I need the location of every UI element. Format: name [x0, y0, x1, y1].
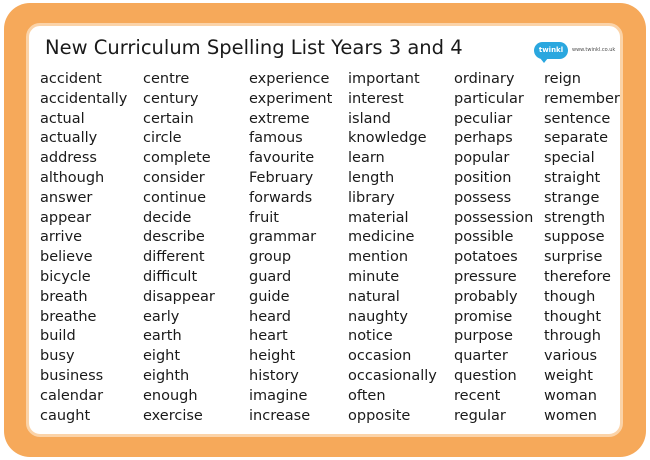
spelling-word: calendar — [40, 387, 104, 404]
twinkl-logo-url: www.twinkl.co.uk — [572, 47, 616, 53]
word-column-2 — [143, 70, 215, 426]
spelling-word: famous — [249, 130, 303, 147]
spelling-word: complete — [143, 150, 211, 167]
spelling-word: women — [544, 407, 597, 424]
spelling-word: enough — [143, 387, 198, 404]
word-column-5 — [454, 70, 533, 426]
spelling-word: decide — [143, 209, 192, 226]
spelling-word: possible — [454, 229, 514, 246]
spelling-word: different — [143, 249, 205, 266]
spelling-word: opposite — [348, 407, 411, 424]
word-mat-card — [26, 23, 623, 437]
spelling-word: medicine — [348, 229, 415, 246]
spelling-word: probably — [454, 288, 518, 305]
spelling-word: appear — [40, 209, 92, 226]
spelling-word: sentence — [544, 110, 611, 127]
spelling-word: favourite — [249, 150, 315, 167]
spelling-word: busy — [40, 348, 75, 365]
spelling-word: exercise — [143, 407, 203, 424]
spelling-word: ordinary — [454, 71, 515, 87]
spelling-word: natural — [348, 288, 400, 305]
spelling-word: eight — [143, 348, 181, 365]
spelling-word: separate — [544, 130, 609, 147]
spelling-word: grammar — [249, 229, 317, 246]
spelling-word: history — [249, 367, 299, 384]
spelling-word: actual — [40, 110, 85, 127]
spelling-word: purpose — [454, 328, 513, 345]
spelling-word: thought — [544, 308, 602, 325]
spelling-word: century — [143, 90, 199, 107]
spelling-word: reign — [544, 71, 581, 87]
spelling-word: question — [454, 367, 517, 384]
spelling-word: weight — [544, 367, 593, 384]
spelling-word: breath — [40, 288, 88, 305]
spelling-word: guide — [249, 288, 290, 305]
spelling-word: often — [348, 387, 386, 404]
page-title: New Curriculum Spelling List Years 3 and 4 — [45, 36, 463, 59]
spelling-word: actually — [40, 130, 98, 147]
word-column-4 — [348, 70, 437, 426]
spelling-word: material — [348, 209, 409, 226]
spelling-word: island — [348, 110, 391, 127]
spelling-word: answer — [40, 189, 93, 206]
spelling-word: strange — [544, 189, 600, 206]
spelling-word: continue — [143, 189, 207, 206]
spelling-word: suppose — [544, 229, 605, 246]
spelling-word: extreme — [249, 110, 310, 127]
spelling-word: notice — [348, 328, 393, 345]
spelling-word: regular — [454, 407, 506, 424]
word-column-1 — [40, 70, 127, 426]
spelling-word: early — [143, 308, 180, 325]
spelling-word: possess — [454, 189, 512, 206]
spelling-word: earth — [143, 328, 182, 345]
spelling-word: various — [544, 348, 598, 365]
spelling-word: remember — [544, 90, 620, 107]
spelling-word: knowledge — [348, 130, 427, 147]
spelling-word: address — [40, 150, 97, 167]
spelling-word: minute — [348, 268, 400, 285]
spelling-word: naughty — [348, 308, 408, 325]
spelling-word: potatoes — [454, 249, 518, 266]
twinkl-logo — [534, 42, 614, 64]
spelling-word: straight — [544, 169, 601, 186]
spelling-word: learn — [348, 150, 385, 167]
spelling-word: difficult — [143, 268, 198, 285]
twinkl-logo-bubble: twinkl — [534, 42, 568, 59]
spelling-word: heart — [249, 328, 288, 345]
spelling-word: believe — [40, 249, 93, 266]
spelling-word: possession — [454, 209, 534, 226]
spelling-word: build — [40, 328, 76, 345]
spelling-word: important — [348, 71, 420, 87]
spelling-word: describe — [143, 229, 205, 246]
spelling-word: strength — [544, 209, 606, 226]
spelling-word: mention — [348, 249, 409, 266]
spelling-word: length — [348, 169, 395, 186]
spelling-word: surprise — [544, 249, 603, 266]
spelling-word: bicycle — [40, 268, 91, 285]
spelling-word: though — [544, 288, 596, 305]
spelling-word: caught — [40, 407, 91, 424]
spelling-word: therefore — [544, 268, 611, 285]
spelling-word: accident — [40, 71, 102, 87]
spelling-word: promise — [454, 308, 513, 325]
spelling-word: perhaps — [454, 130, 513, 147]
spelling-word: particular — [454, 90, 524, 107]
spelling-word: recent — [454, 387, 501, 404]
spelling-word: certain — [143, 110, 194, 127]
spelling-word: position — [454, 169, 512, 186]
spelling-word: arrive — [40, 229, 83, 246]
spelling-word: February — [249, 169, 314, 186]
spelling-word: occasion — [348, 348, 412, 365]
spelling-word: breathe — [40, 308, 97, 325]
spelling-word: through — [544, 328, 601, 345]
spelling-word: woman — [544, 387, 597, 404]
spelling-word: consider — [143, 169, 205, 186]
word-column-3 — [249, 70, 332, 426]
spelling-word: height — [249, 348, 296, 365]
spelling-word: group — [249, 249, 292, 266]
spelling-word: interest — [348, 90, 404, 107]
orange-border-frame — [4, 3, 646, 457]
spelling-word: occasionally — [348, 367, 437, 384]
spelling-word: business — [40, 367, 104, 384]
word-column-6 — [544, 70, 620, 426]
spelling-word: experience — [249, 71, 330, 87]
spelling-word: forwards — [249, 189, 313, 206]
spelling-word: guard — [249, 268, 292, 285]
spelling-word: disappear — [143, 288, 215, 305]
spelling-word: centre — [143, 71, 190, 87]
spelling-word: increase — [249, 407, 311, 424]
spelling-word: quarter — [454, 348, 508, 365]
spelling-word: special — [544, 150, 595, 167]
spelling-word: popular — [454, 150, 510, 167]
spelling-word: peculiar — [454, 110, 513, 127]
spelling-word: fruit — [249, 209, 279, 226]
spelling-word: eighth — [143, 367, 190, 384]
spelling-word: circle — [143, 130, 182, 147]
spelling-word: imagine — [249, 387, 308, 404]
spelling-word: accidentally — [40, 90, 128, 107]
spelling-word: pressure — [454, 268, 517, 285]
spelling-word: heard — [249, 308, 291, 325]
spelling-word: experiment — [249, 90, 333, 107]
spelling-word: library — [348, 189, 395, 206]
spelling-word: although — [40, 169, 105, 186]
